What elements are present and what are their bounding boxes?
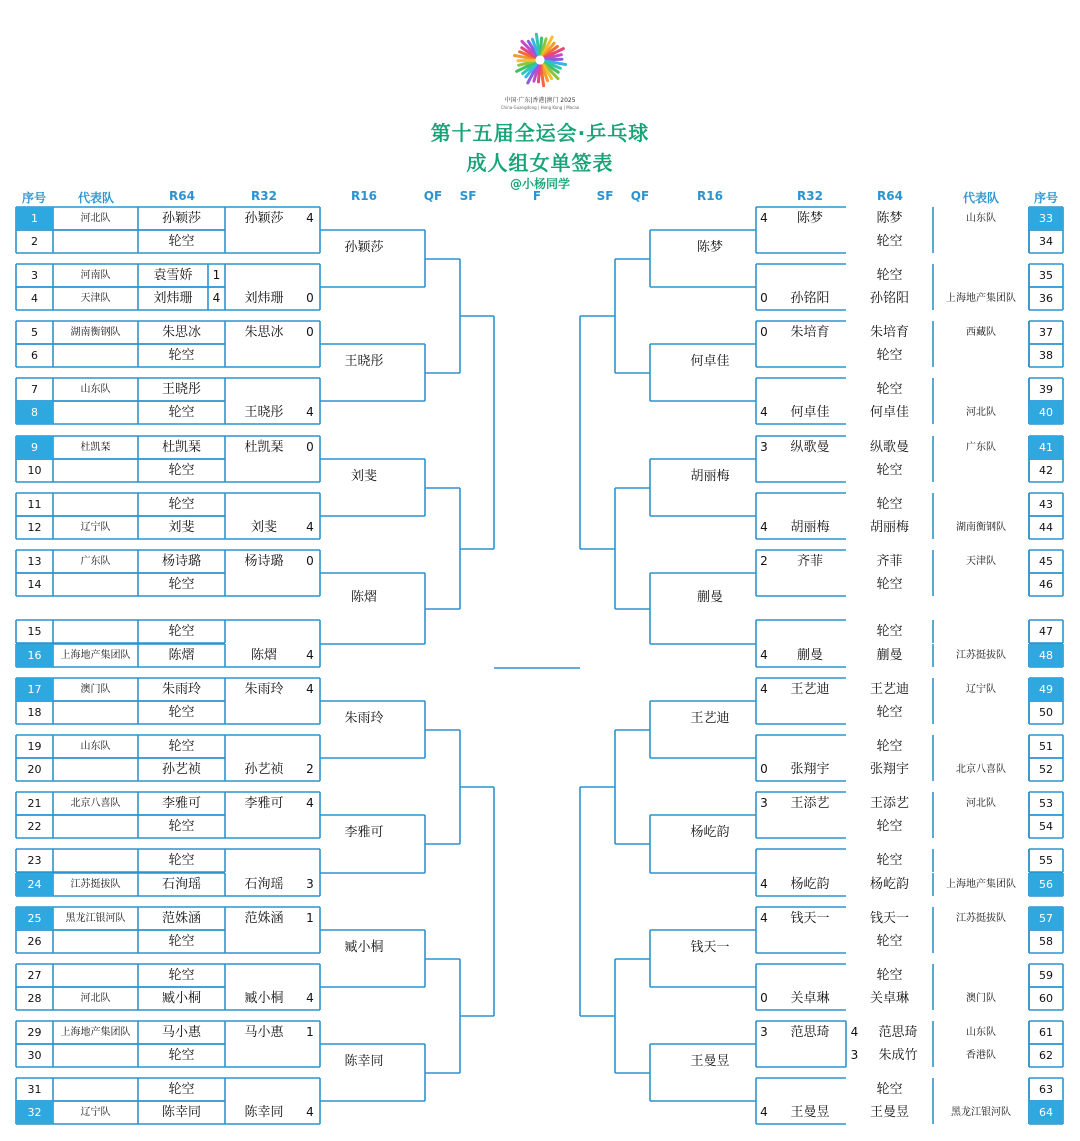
left-r32-winner: 孙颖莎: [244, 211, 284, 226]
left-r32-winner: 王晓彤: [244, 405, 284, 420]
right-r32-score: 4: [760, 877, 768, 891]
left-set-score: 4: [212, 291, 221, 305]
right-player-name: 轮空: [876, 497, 903, 512]
right-r32-score: 0: [760, 325, 768, 339]
right-r32-winner: 范思琦: [790, 1025, 830, 1040]
header-sf-left: SF: [459, 189, 477, 203]
left-player-name: 刘炜珊: [153, 291, 193, 306]
right-player-name: 陈梦: [876, 211, 903, 226]
right-seed-number: 33: [1029, 207, 1063, 230]
right-team-name: 广东队: [966, 442, 996, 453]
left-r32-score: 0: [306, 325, 314, 339]
right-seed-number: 62: [1039, 1049, 1053, 1062]
right-r32-score: 4: [760, 648, 768, 662]
right-player-name: 何卓佳: [869, 405, 909, 420]
right-team-name: 天津队: [966, 556, 996, 567]
right-r32-winner: 蒯曼: [796, 648, 823, 663]
right-seed-number: 34: [1039, 235, 1053, 248]
left-team-name: [53, 401, 138, 424]
left-seed-number: 26: [27, 935, 42, 948]
right-player-name: 纵歌曼: [869, 440, 909, 455]
right-player-name: 轮空: [876, 705, 903, 720]
right-player-name: 孙铭阳: [869, 291, 909, 306]
left-seed-number: 27: [27, 969, 42, 982]
right-player-name: 朱培育: [869, 325, 909, 340]
header-qf-right: QF: [630, 189, 650, 203]
right-seed-number: 52: [1039, 763, 1053, 776]
left-r32-score: 4: [306, 1105, 314, 1119]
right-player-name: 轮空: [876, 624, 903, 639]
left-player-name: 轮空: [168, 819, 195, 834]
right-r32-winner: 何卓佳: [790, 405, 830, 420]
right-player-name: 钱天一: [869, 911, 909, 926]
right-team-name: 山东队: [966, 213, 996, 224]
header-r64-left: R64: [169, 189, 195, 203]
left-r32-score: 4: [306, 991, 314, 1005]
left-player-name: 臧小桐: [161, 991, 201, 1006]
left-seed-number: 2: [31, 235, 38, 248]
left-team-name: [53, 1078, 138, 1101]
left-team-name: 上海地产集团队: [60, 650, 131, 661]
left-r32-winner: 杨诗璐: [244, 554, 284, 569]
right-player-name: 胡丽梅: [869, 520, 909, 535]
right-player-name: 轮空: [876, 382, 903, 397]
right-r16-winner: 钱天一: [690, 940, 730, 955]
left-player-name: 陈熠: [168, 648, 195, 663]
right-r32-winner: 王曼昱: [790, 1105, 830, 1120]
right-team-name: 江苏挺拔队: [956, 913, 1006, 924]
right-seed-number: 60: [1039, 992, 1053, 1005]
right-team-name: 上海地产集团队: [946, 879, 1016, 890]
left-r32-winner: 陈熠: [250, 648, 277, 663]
left-player-name: 轮空: [168, 968, 195, 983]
left-team-name: 江苏挺拔队: [70, 879, 121, 890]
left-seed-number: 10: [27, 464, 42, 477]
right-player-name: 轮空: [876, 463, 903, 478]
left-team-name: 河南队: [80, 270, 111, 281]
left-team-name: [53, 1044, 138, 1067]
left-team-name: 辽宁队: [80, 1107, 111, 1118]
left-player-name: 袁雪娇: [153, 268, 193, 283]
right-r32-winner: 齐菲: [796, 554, 823, 569]
left-team-name: 天津队: [80, 293, 111, 304]
right-r16-winner: 王曼昱: [690, 1054, 730, 1069]
left-player-name: 轮空: [168, 853, 195, 868]
left-r32-winner: 朱思冰: [244, 325, 284, 340]
right-r32-winner: 胡丽梅: [790, 520, 830, 535]
right-player-name: 轮空: [876, 234, 903, 249]
header-sf-right: SF: [596, 189, 614, 203]
right-seed-number: 40: [1029, 401, 1063, 424]
left-player-name: 马小惠: [161, 1025, 201, 1040]
left-team-name: 湖南衡钢队: [70, 327, 121, 338]
left-player-name: 孙颖莎: [161, 211, 201, 226]
left-seed-number: 16: [16, 644, 53, 667]
left-team-name: 杜凯琹: [80, 442, 111, 453]
left-team-name: [53, 758, 138, 781]
left-team-name: 广东队: [80, 556, 111, 567]
left-team-name: 澳门队: [80, 684, 111, 695]
left-team-name: 黑龙江银河队: [65, 913, 126, 924]
right-seed-number: 49: [1029, 678, 1063, 701]
left-player-name: 孙艺祯: [161, 762, 201, 777]
left-r16-winner: 孙颖莎: [344, 240, 384, 255]
left-seed-number: 6: [31, 349, 38, 362]
left-team-name: [53, 815, 138, 838]
right-seed-number: 41: [1029, 436, 1063, 459]
left-r32-score: 2: [306, 762, 314, 776]
header-team-right: 代表队: [962, 191, 999, 205]
left-r16-winner: 王晓彤: [344, 354, 384, 369]
left-seed-number: 17: [16, 678, 53, 701]
right-team-name: 澳门队: [966, 993, 996, 1004]
right-player-name: 王曼昱: [869, 1105, 909, 1120]
left-player-name: 朱雨玲: [161, 682, 201, 697]
left-player-name: 刘斐: [168, 520, 195, 535]
left-team-name: [53, 620, 138, 643]
left-r32-winner: 杜凯琹: [244, 440, 284, 455]
left-player-name: 杨诗璐: [161, 554, 201, 569]
left-seed-number: 28: [27, 992, 42, 1005]
right-r32-score: 3: [760, 796, 768, 810]
author-byline: @小杨同学: [509, 177, 570, 191]
left-team-name: 辽宁队: [80, 522, 111, 533]
right-seed-number: 39: [1039, 383, 1053, 396]
left-player-name: 轮空: [168, 234, 195, 249]
right-team-name: [933, 1078, 1029, 1101]
right-player-name: 轮空: [876, 968, 903, 983]
right-player-name: 轮空: [876, 739, 903, 754]
right-player-name: 轮空: [876, 577, 903, 592]
left-seed-number: 29: [27, 1026, 42, 1039]
right-team-name: 河北队: [966, 798, 996, 809]
header-seed-left: 序号: [21, 191, 46, 205]
left-team-name: [53, 964, 138, 987]
right-seed-number: 37: [1039, 326, 1053, 339]
right-team-name: 辽宁队: [966, 684, 996, 695]
right-player-name: 王艺迪: [869, 682, 909, 697]
left-seed-number: 24: [16, 873, 53, 896]
right-r32-winner: 王艺迪: [790, 682, 830, 697]
header-r32-right: R32: [797, 189, 823, 203]
right-seed-number: 53: [1039, 797, 1053, 810]
right-player-name: 范思琦: [878, 1025, 918, 1040]
right-team-name: [933, 378, 1029, 401]
left-player-name: 轮空: [168, 624, 195, 639]
right-r32-winner: 朱培育: [790, 325, 830, 340]
right-r32-score: 0: [760, 291, 768, 305]
left-player-name: 轮空: [168, 405, 195, 420]
right-team-name: [933, 573, 1029, 596]
right-seed-number: 54: [1039, 820, 1053, 833]
right-team-name: 江苏挺拔队: [956, 650, 1006, 661]
right-seed-number: 58: [1039, 935, 1053, 948]
right-player-name: 张翔宇: [869, 762, 909, 777]
right-team-name: 黑龙江银河队: [951, 1107, 1011, 1118]
right-player-name: 关卓琳: [869, 991, 909, 1006]
right-team-name: [933, 815, 1029, 838]
right-r32-winner: 陈梦: [796, 211, 823, 226]
right-team-name: [933, 264, 1029, 287]
right-seed-number: 55: [1039, 854, 1053, 867]
left-team-name: [53, 573, 138, 596]
header-qf-left: QF: [423, 189, 443, 203]
right-seed-number: 56: [1029, 873, 1063, 896]
logo-caption: 中国·广东|香港|澳门 2025: [504, 97, 576, 104]
left-seed-number: 30: [27, 1049, 42, 1062]
right-player-name: 杨屹韵: [869, 877, 909, 892]
left-team-name: [53, 493, 138, 516]
right-r32-winner: 张翔宇: [790, 762, 830, 777]
left-r32-score: 1: [306, 911, 314, 925]
right-seed-number: 47: [1039, 625, 1053, 638]
right-seed-number: 35: [1039, 269, 1053, 282]
left-team-name: [53, 344, 138, 367]
left-r32-winner: 范姝涵: [244, 911, 284, 926]
left-r32-score: 3: [306, 877, 314, 891]
header-r16-right: R16: [697, 189, 723, 203]
right-r32-winner: 杨屹韵: [790, 877, 830, 892]
left-team-name: 河北队: [80, 993, 111, 1004]
right-team-name: [933, 493, 1029, 516]
left-team-name: 山东队: [80, 384, 111, 395]
right-player-name: 蒯曼: [876, 648, 903, 663]
right-r32-winner: 孙铭阳: [790, 291, 830, 306]
left-seed-number: 8: [16, 401, 53, 424]
left-seed-number: 23: [27, 854, 42, 867]
left-team-name: 河北队: [80, 213, 111, 224]
right-seed-number: 63: [1039, 1083, 1053, 1096]
left-r32-winner: 刘斐: [250, 520, 277, 535]
left-player-name: 李雅可: [161, 796, 201, 811]
right-player-name: 轮空: [876, 348, 903, 363]
right-player-name: 轮空: [876, 819, 903, 834]
header-seed-right: 序号: [1033, 191, 1058, 205]
right-team-name: 北京八喜队: [956, 764, 1006, 775]
left-seed-number: 11: [27, 498, 42, 511]
page-title: 第十五届全运会·乒乓球: [430, 121, 650, 145]
left-r32-score: 4: [306, 648, 314, 662]
right-player-name: 轮空: [876, 268, 903, 283]
right-seed-number: 38: [1039, 349, 1053, 362]
left-r32-score: 1: [306, 1025, 314, 1039]
left-team-name: 上海地产集团队: [60, 1027, 131, 1038]
right-player-name: 朱成竹: [878, 1048, 918, 1063]
right-r16-winner: 杨屹韵: [690, 825, 730, 840]
header-r16-left: R16: [351, 189, 377, 203]
left-r32-winner: 石洵瑶: [244, 877, 284, 892]
right-player-name: 王添艺: [869, 796, 909, 811]
left-r16-winner: 陈熠: [350, 590, 377, 605]
right-team-name: 湖南衡钢队: [956, 522, 1006, 533]
left-seed-number: 25: [16, 907, 53, 930]
left-player-name: 陈幸同: [161, 1105, 201, 1120]
left-seed-number: 12: [27, 521, 42, 534]
right-seed-number: 61: [1039, 1026, 1053, 1039]
left-r32-score: 0: [306, 554, 314, 568]
right-team-name: [933, 701, 1029, 724]
logo-subcaption: China·Guangdong | Hong Kong | Macao: [500, 105, 580, 110]
left-player-name: 轮空: [168, 1082, 195, 1097]
right-team-name: [933, 930, 1029, 953]
left-team-name: [53, 849, 138, 872]
left-seed-number: 32: [16, 1101, 53, 1124]
right-seed-number: 51: [1039, 740, 1053, 753]
left-r16-winner: 朱雨玲: [344, 711, 384, 726]
left-r32-winner: 刘炜珊: [244, 291, 284, 306]
right-r32-winner: 关卓琳: [790, 991, 830, 1006]
left-r32-score: 4: [306, 405, 314, 419]
left-r16-winner: 刘斐: [350, 469, 377, 484]
right-player-name: 轮空: [876, 934, 903, 949]
left-r32-score: 0: [306, 440, 314, 454]
left-team-name: 北京八喜队: [70, 798, 121, 809]
left-seed-number: 22: [27, 820, 42, 833]
right-r32-winner: 钱天一: [790, 911, 830, 926]
header-team-left: 代表队: [77, 191, 114, 205]
right-set-score: 4: [850, 1025, 859, 1039]
left-seed-number: 4: [31, 292, 38, 305]
left-r32-winner: 陈幸同: [244, 1105, 284, 1120]
left-player-name: 轮空: [168, 1048, 195, 1063]
right-player-name: 齐菲: [876, 554, 903, 569]
left-r16-winner: 臧小桐: [344, 940, 384, 955]
left-team-name: [53, 459, 138, 482]
left-r32-score: 4: [306, 211, 314, 225]
right-team-name: 香港队: [966, 1050, 996, 1061]
left-player-name: 杜凯琹: [161, 440, 201, 455]
left-team-name: [53, 930, 138, 953]
left-player-name: 朱思冰: [161, 325, 201, 340]
right-team-name: 西藏队: [966, 327, 996, 338]
right-r32-winner: 纵歌曼: [790, 440, 830, 455]
left-set-score: 1: [212, 268, 221, 282]
left-team-name: 山东队: [80, 741, 111, 752]
right-seed-number: 36: [1039, 292, 1053, 305]
left-player-name: 轮空: [168, 463, 195, 478]
right-team-name: [933, 459, 1029, 482]
left-seed-number: 13: [27, 555, 42, 568]
right-r16-winner: 胡丽梅: [690, 469, 730, 484]
right-r16-winner: 蒯曼: [696, 590, 723, 605]
left-player-name: 轮空: [168, 705, 195, 720]
left-r32-score: 4: [306, 520, 314, 534]
left-r16-winner: 李雅可: [344, 825, 384, 840]
left-seed-number: 7: [31, 383, 38, 396]
left-player-name: 轮空: [168, 934, 195, 949]
left-seed-number: 18: [27, 706, 42, 719]
right-seed-number: 57: [1029, 907, 1063, 930]
right-r16-winner: 王艺迪: [690, 711, 730, 726]
left-player-name: 范姝涵: [161, 911, 201, 926]
left-player-name: 轮空: [168, 739, 195, 754]
right-team-name: [933, 230, 1029, 253]
left-seed-number: 21: [27, 797, 42, 810]
right-team-name: [933, 849, 1029, 872]
right-team-name: [933, 620, 1029, 643]
left-seed-number: 5: [31, 326, 38, 339]
left-seed-number: 15: [27, 625, 42, 638]
right-r32-score: 4: [760, 911, 768, 925]
left-r16-winner: 陈幸同: [344, 1054, 384, 1069]
left-r32-winner: 孙艺祯: [244, 762, 284, 777]
left-r32-score: 4: [306, 796, 314, 810]
right-player-name: 轮空: [876, 853, 903, 868]
left-seed-number: 20: [27, 763, 42, 776]
right-seed-number: 45: [1039, 555, 1053, 568]
right-r32-score: 4: [760, 405, 768, 419]
left-seed-number: 9: [16, 436, 53, 459]
right-r32-score: 3: [760, 440, 768, 454]
right-seed-number: 44: [1039, 521, 1053, 534]
right-seed-number: 42: [1039, 464, 1053, 477]
right-set-score: 3: [850, 1048, 859, 1062]
right-team-name: 上海地产集团队: [946, 293, 1016, 304]
header-final: F: [532, 189, 542, 203]
right-seed-number: 46: [1039, 578, 1053, 591]
right-team-name: 山东队: [966, 1027, 996, 1038]
left-player-name: 王晓彤: [161, 382, 201, 397]
right-r32-score: 2: [760, 554, 768, 568]
left-seed-number: 14: [27, 578, 42, 591]
right-seed-number: 48: [1029, 644, 1063, 667]
right-player-name: 轮空: [876, 1082, 903, 1097]
left-r32-winner: 马小惠: [244, 1025, 284, 1040]
right-seed-number: 64: [1029, 1101, 1063, 1124]
right-team-name: [933, 344, 1029, 367]
right-r32-score: 0: [760, 991, 768, 1005]
left-r32-winner: 臧小桐: [244, 991, 284, 1006]
left-seed-number: 1: [16, 207, 53, 230]
left-r32-winner: 李雅可: [244, 796, 284, 811]
left-team-name: [53, 701, 138, 724]
left-player-name: 石洵瑶: [161, 877, 201, 892]
right-r32-score: 0: [760, 762, 768, 776]
right-r32-winner: 王添艺: [790, 796, 830, 811]
left-r32-score: 0: [306, 291, 314, 305]
left-player-name: 轮空: [168, 577, 195, 592]
right-team-name: 河北队: [966, 407, 996, 418]
left-seed-number: 19: [27, 740, 42, 753]
right-r32-score: 3: [760, 1025, 768, 1039]
left-seed-number: 3: [31, 269, 38, 282]
left-seed-number: 31: [27, 1083, 42, 1096]
left-team-name: [53, 230, 138, 253]
right-r32-score: 4: [760, 682, 768, 696]
header-r64-right: R64: [877, 189, 903, 203]
right-r16-winner: 何卓佳: [690, 354, 730, 369]
right-team-name: [933, 964, 1029, 987]
right-seed-number: 43: [1039, 498, 1053, 511]
right-r32-score: 4: [760, 211, 768, 225]
left-r32-winner: 朱雨玲: [244, 682, 284, 697]
left-player-name: 轮空: [168, 497, 195, 512]
right-r16-winner: 陈梦: [696, 240, 723, 255]
right-r32-score: 4: [760, 520, 768, 534]
left-r32-score: 4: [306, 682, 314, 696]
right-seed-number: 50: [1039, 706, 1053, 719]
page-subtitle: 成人组女单签表: [466, 151, 614, 175]
right-seed-number: 59: [1039, 969, 1053, 982]
left-player-name: 轮空: [168, 348, 195, 363]
right-team-name: [933, 735, 1029, 758]
header-r32-left: R32: [251, 189, 277, 203]
right-r32-score: 4: [760, 1105, 768, 1119]
